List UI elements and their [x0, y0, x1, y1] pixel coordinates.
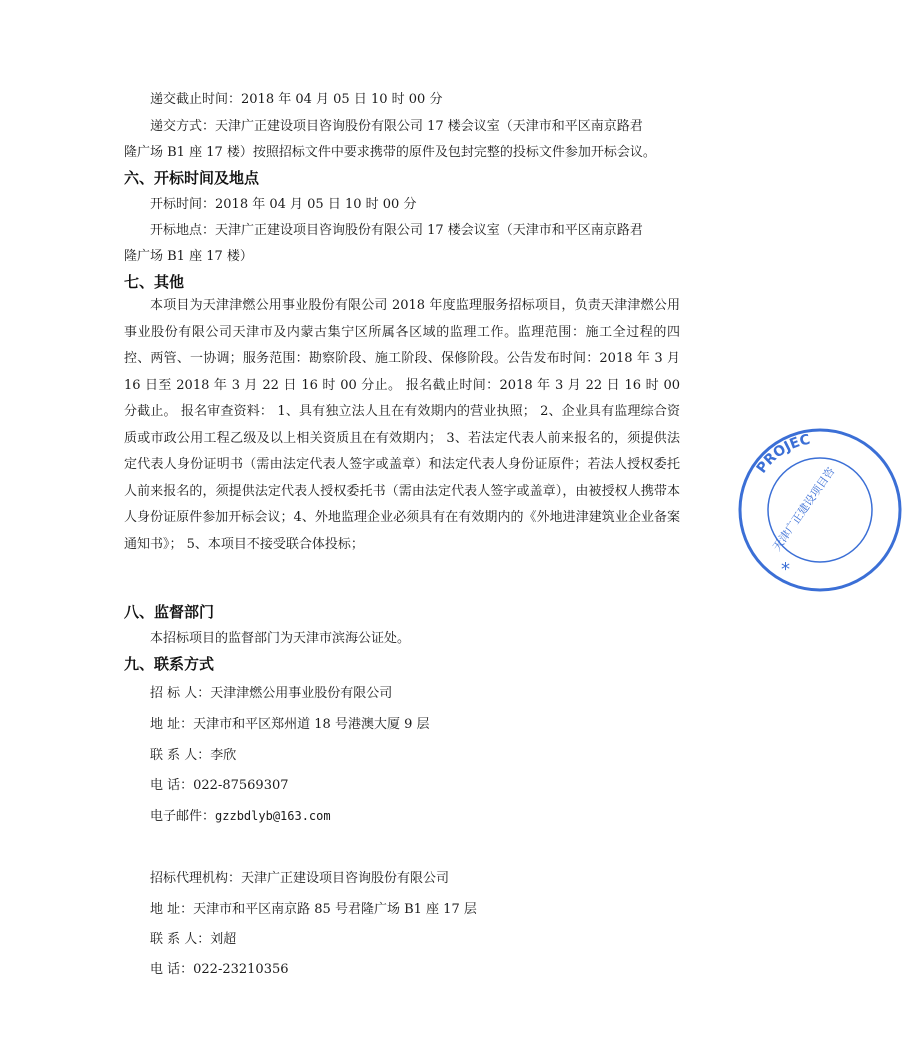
contact-label: 联 系 人： [150, 932, 211, 947]
submission-method-line2: 隆广场 B1 座 17 楼）按照招标文件中要求携带的原件及包封完整的投标文件参加开标会议。 [124, 145, 656, 160]
section-7-body: 本项目为天津津燃公用事业股份有限公司 2018 年度监理服务招标项目，负责天津津燃公用事业股份有限公司天津市及内蒙古集宁区所属各区域的监理工作。监理范围：施工全过程的四控、两管、一协调；服务范围：勘察阶段、施工阶段、保修阶段。公告发布时间：2018 年 3 月 16 日至 2018 年 3 月 22 日 16 时 00 分止。 报名截止时间：2018 年 3 月 22 日 16 时 00 分截止。 报名审查资料： 1、具有独立法人且在有效期内的营业执照； 2、企业具有监理综合资质或市政公用工程乙级及以上相关资质且在有效期内； 3、若法定代表人前来报名的，须提供法定代表人身份证明书（需由法定代表人签字或盖章）和法定代表人身份证原件；若法人授权委托人前来报名的，须提供法定代表人授权委托书（需由法定代表人签字或盖章），由被授权人携带本人身份证原件参加开标会议；4、外地监理企业必须具有在有效期内的《外地进津建筑业企业备案通知书》； 5、本项目不接受联合体投标； [124, 298, 680, 552]
contact-value: 天津市和平区郑州道 18 号港澳大厦 9 层 [193, 717, 430, 732]
section-7-heading: 七、其他 [124, 273, 185, 291]
agency-phone-row [150, 961, 289, 979]
submission-method-line1: 递交方式：天津广正建设项目咨询股份有限公司 17 楼会议室（天津市和平区南京路君 [150, 119, 643, 134]
opening-time: 开标时间：2018 年 04 月 05 日 10 时 00 分 [150, 197, 417, 212]
contact-label: 招 标 人： [150, 686, 211, 701]
contact-label: 地 址： [150, 902, 194, 917]
tenderer-phone-row [150, 777, 289, 795]
contact-value: 天津津燃公用事业股份有限公司 [210, 686, 393, 701]
contact-label: 招标代理机构： [150, 871, 242, 886]
contact-label: 电 话： [150, 962, 194, 977]
company-seal [735, 425, 905, 595]
seal-inner-text: 天津广正建设项目咨 [770, 464, 838, 554]
contact-label: 联 系 人： [150, 748, 211, 763]
contact-value: 刘超 [210, 932, 237, 947]
agency-name-row [150, 870, 449, 888]
contact-value: 李欣 [210, 748, 237, 763]
tenderer-address-row [150, 716, 429, 734]
contact-value: 天津广正建设项目咨询股份有限公司 [241, 871, 450, 886]
section-6-heading: 六、开标时间及地点 [124, 169, 260, 187]
tenderer-name-row [150, 685, 392, 703]
contact-label: 电 话： [150, 778, 194, 793]
contact-label: 电子邮件： [150, 809, 216, 824]
submission-deadline: 递交截止时间：2018 年 04 月 05 日 10 时 00 分 [150, 92, 443, 107]
agency-contact-row [150, 931, 236, 949]
tenderer-email-row [150, 807, 331, 826]
section-9-heading: 九、联系方式 [124, 655, 215, 673]
tenderer-contact-row [150, 747, 236, 765]
contact-value: 022-87569307 [193, 778, 289, 793]
contact-value: 022-23210356 [193, 962, 289, 977]
contact-label: 地 址： [150, 717, 194, 732]
email-link[interactable]: gzzbdlyb@163.com [215, 809, 331, 823]
contact-value: 天津市和平区南京路 85 号君隆广场 B1 座 17 层 [193, 902, 477, 917]
opening-place-line1: 开标地点：天津广正建设项目咨询股份有限公司 17 楼会议室（天津市和平区南京路君 [150, 223, 643, 238]
opening-place-line2: 隆广场 B1 座 17 楼） [124, 249, 253, 264]
seal-outer-ring [740, 430, 900, 590]
section-8-heading: 八、监督部门 [124, 603, 215, 621]
seal-star: * [781, 559, 790, 580]
seal-top-text: PROJEC [753, 431, 812, 477]
section-8-body: 本招标项目的监督部门为天津市滨海公证处。 [150, 631, 411, 646]
agency-address-row [150, 901, 477, 919]
